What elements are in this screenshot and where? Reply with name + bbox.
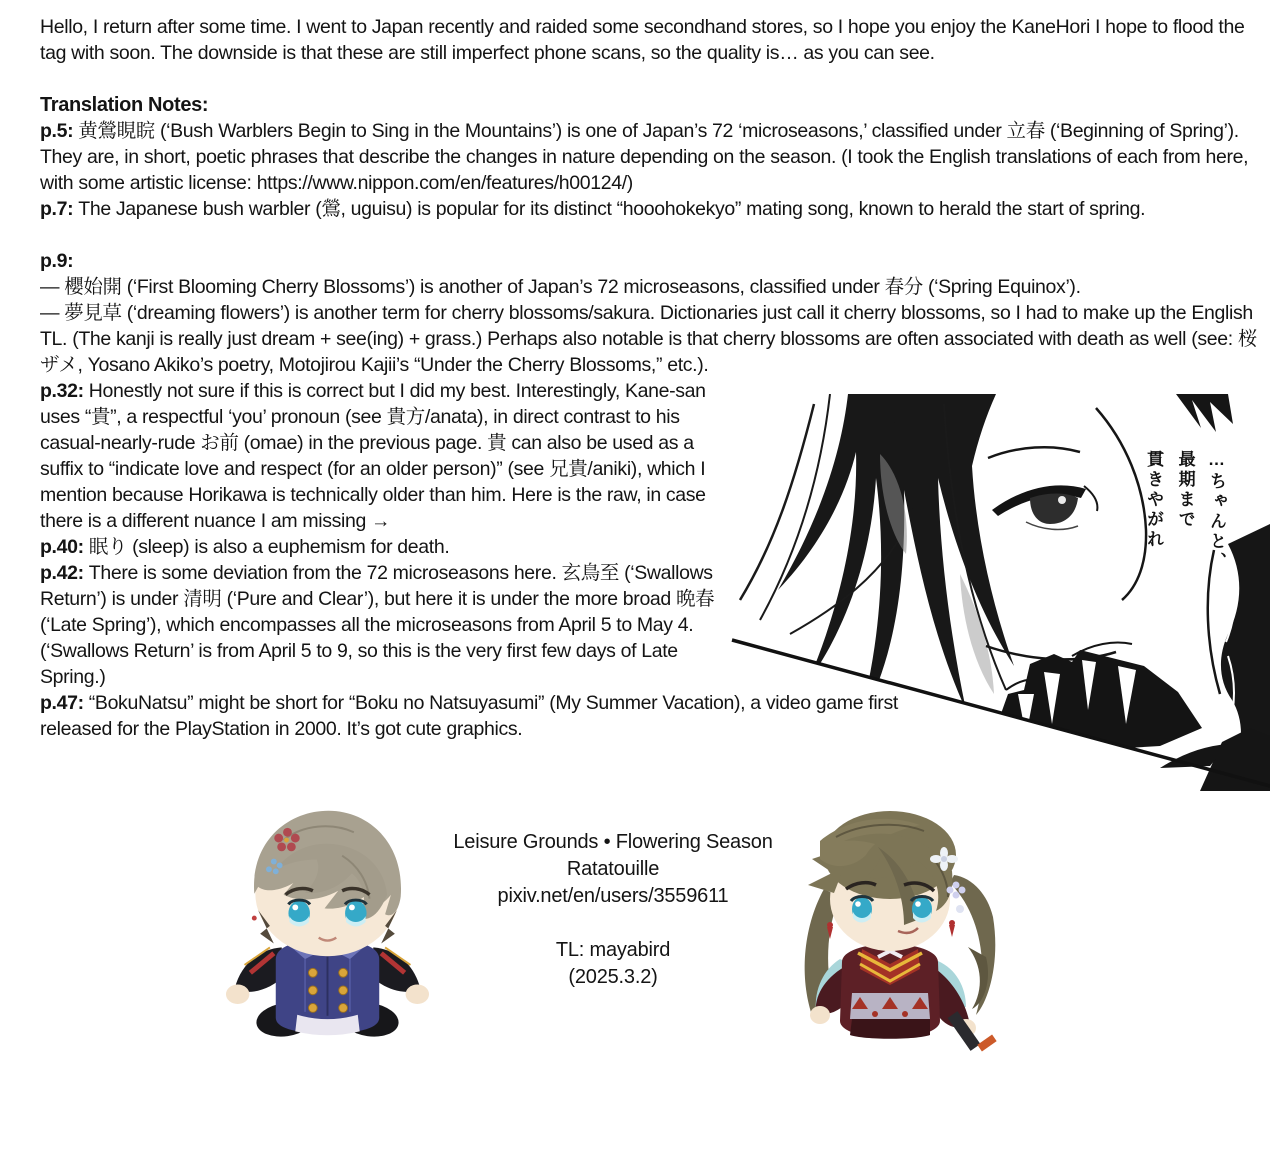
note-p5: [40, 118, 1270, 196]
plush-photo-left: [225, 797, 430, 1049]
credits-event-title: Leisure Grounds • Flowering Season: [453, 831, 773, 853]
credits-section: [40, 797, 1270, 1055]
note-p32-text: Honestly not sure if this is correct but I did my best. Interestingly, Kane-san uses “貴”, a respectful ‘you’ pronoun (see 貴方/anata), in direct contrast to his casual-nearly-rude お前 (omae) in the previous page. 貴 can also be used as a suffix to “indicate love and respect (for an older person)” (see 兄貴/aniki), which I mention because Horikawa is technically older than him. Here is the raw, in case there is a different nuance I am missing →: [40, 380, 706, 532]
note-p9-label: p.9:: [40, 250, 74, 272]
note-p40-label: p.40:: [40, 536, 84, 558]
credits-pixiv-url: pixiv.net/en/users/3559611: [497, 885, 729, 907]
manga-panel-image: [730, 394, 1270, 791]
note-p7: [40, 196, 1270, 222]
credits-date: (2025.3.2): [568, 966, 658, 988]
note-p5-label: p.5:: [40, 120, 74, 142]
note-p47-text: “BokuNatsu” might be short for “Boku no Natsuyasumi” (My Summer Vacation), a video game first released for the PlayStation in 2000. It’s got cute graphics.: [40, 692, 898, 740]
plush-photo-right: [782, 797, 1002, 1055]
note-p5-text: 黄鶯睍睆 (‘Bush Warblers Begin to Sing in the Mountains’) is one of Japan’s 72 ‘microseasons,’ classified under 立春 (‘Beginning of Spring’). They are, in short, poetic phrases that describe the changes in nature depending on the season. (I took the English translations of each from here, with some artistic license: https://www.nippon.com/en/features/h00124/): [40, 120, 1249, 194]
notes-heading: Translation Notes:: [40, 94, 209, 116]
note-p42-text: There is some deviation from the 72 microseasons here. 玄鳥至 (‘Swallows Return’) is under 清明 (‘Pure and Clear’), but here it is under the more broad 晩春 (‘Late Spring’), which encompasses all the microseasons from April 5 to May 4. (‘Swallows Return’ is from April 5 to 9, so this is the very first few days of Late Spring.): [40, 562, 715, 688]
note-p40-text: 眠り (sleep) is also a euphemism for death.: [88, 536, 450, 558]
credits-circle-name: Ratatouille: [566, 858, 660, 880]
credits-text: [448, 797, 778, 991]
note-p47-label: p.47:: [40, 692, 84, 714]
intro-paragraph: Hello, I return after some time. I went to Japan recently and raided some secondhand stores, so I hope you enjoy the KaneHori I hope to flood the tag with soon. The downside is that these are still imperfect phone scans, so the quality is… as you can see.: [40, 16, 1245, 64]
note-p7-text: The Japanese bush warbler (鶯, uguisu) is popular for its distinct “hooohokekyo” mating song, known to herald the start of spring.: [78, 198, 1146, 220]
dialogue-line-1: …ちゃんと、: [1207, 450, 1226, 572]
note-p32-label: p.32:: [40, 380, 84, 402]
note-p7-label: p.7:: [40, 198, 74, 220]
manga-dialogue-text: [1138, 450, 1232, 640]
note-p42-label: p.42:: [40, 562, 84, 584]
dialogue-line-3: 貫きやがれ: [1144, 450, 1164, 550]
note-p9-item-1: — 櫻始開 (‘First Blooming Cherry Blossoms’) is another of Japan’s 72 microseasons, classified under 春分 (‘Spring Equinox’).: [40, 276, 1081, 298]
dialogue-line-2: 最期まで: [1175, 450, 1195, 530]
credits-translator: TL: mayabird: [555, 939, 671, 961]
note-p9: [40, 248, 1270, 378]
note-p9-item-2: — 夢見草 (‘dreaming flowers’) is another term for cherry blossoms/sakura. Dictionaries just call it cherry blossoms, so I had to make up the English TL. (The kanji is really just dream + see(ing) + grass.) Perhaps also notable is that cherry blossoms are often associated with death as well (see: 桜ザメ, Yosano Akiko’s poetry, Motojirou Kajii’s “Under the Cherry Blossoms,” etc.).: [40, 302, 1258, 376]
